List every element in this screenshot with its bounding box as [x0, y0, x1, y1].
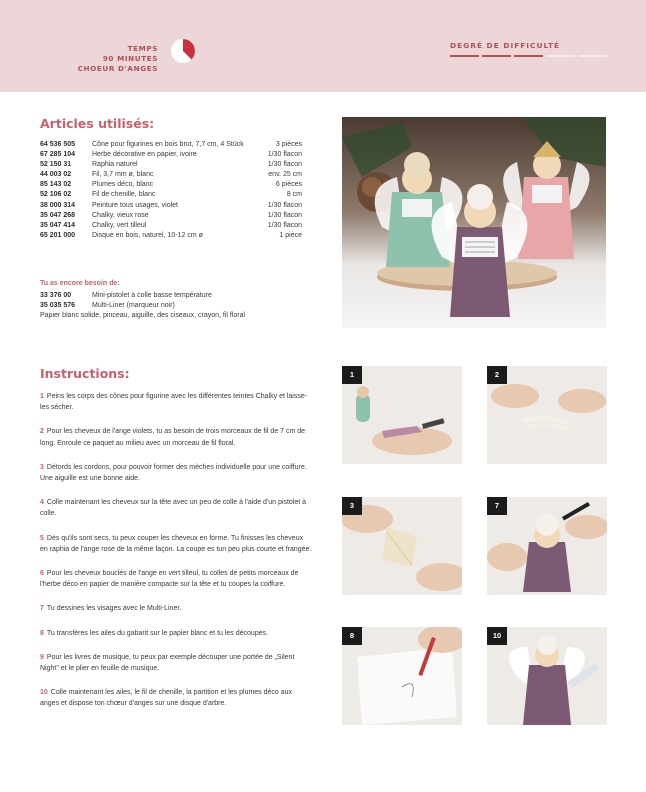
time-label: TEMPS	[127, 44, 158, 53]
duration-value: 90 MINUTES	[102, 54, 158, 63]
instruction-step	[40, 426, 312, 448]
article-row	[40, 160, 302, 170]
step-text: Tu dessines les visages avec le Multi-Liner.	[46, 605, 182, 613]
step-photo-7	[487, 497, 607, 595]
step-badge: 2	[487, 366, 507, 384]
article-row	[40, 140, 302, 150]
instruction-step	[40, 391, 312, 413]
article-row	[40, 211, 302, 221]
step-number: 3	[40, 463, 44, 471]
header-band	[0, 0, 646, 92]
article-description: Fil de chenille, blanc	[92, 191, 156, 199]
article-quantity: 1/30 flacon	[267, 151, 302, 159]
article-quantity: 1 pièce	[279, 231, 302, 239]
article-quantity: 1/30 flacon	[267, 211, 302, 219]
step-number: 5	[40, 534, 44, 542]
difficulty-meter	[450, 55, 607, 57]
step-number: 9	[40, 653, 44, 661]
article-number: 85 143 02	[40, 181, 72, 189]
step-number: 10	[40, 689, 48, 697]
instruction-step	[40, 628, 312, 639]
article-row	[40, 201, 302, 211]
article-description: Disque en bois, naturel, 10-12 cm ø	[92, 231, 203, 239]
article-number: 44 003 02	[40, 171, 72, 179]
step-number: 7	[40, 605, 44, 613]
article-quantity: 1/30 flacon	[267, 161, 302, 169]
step-badge: 10	[487, 627, 507, 645]
articles-list	[40, 140, 302, 241]
article-row	[40, 190, 302, 200]
article-quantity: 1/30 flacon	[267, 201, 302, 209]
difficulty-bar-empty	[578, 55, 607, 57]
instruction-step	[40, 603, 312, 614]
article-number: 38 000 314	[40, 201, 76, 209]
article-description: Fil, 3,7 mm ø, blanc	[92, 171, 154, 179]
step-badge: 1	[342, 366, 362, 384]
extra-materials-title: Tu as encore besoin de:	[40, 280, 120, 287]
article-number: 35 047 268	[40, 211, 76, 219]
article-number: 35 047 414	[40, 221, 76, 229]
step-text: Pour les cheveux de l'ange violets, tu as besoin de trois morceaux de fil de 7 cm de long. Enroule ce paquet au milieu avec un morceau de fil floral.	[40, 428, 306, 447]
step-photo-3	[342, 497, 462, 595]
extra-materials-list	[40, 291, 310, 322]
article-quantity: 8 cm	[286, 191, 302, 199]
step-number: 8	[40, 629, 44, 637]
article-number: 33 376 00	[40, 292, 72, 299]
article-number: 35 035 576	[40, 302, 76, 310]
step-text: Dès qu'ils sont secs, tu peux couper les cheveux en forme. Tu finisses les cheveux en raphia de l'ange rose de la même façon. La coupe es tun peu plus courte et frangée.	[40, 534, 312, 553]
step-photo-2	[487, 366, 607, 464]
step-text: Peins les corps des cônes pour figurine avec les différentes teintes Chalky et laisse-les sécher.	[40, 393, 308, 412]
extra-materials-note: Papier blanc solide, pinceau, aiguille, des ciseaux, crayon, fil floral	[40, 312, 246, 320]
angel-choir-photo	[342, 117, 606, 328]
instruction-step	[40, 652, 312, 674]
instructions-title: Instructions:	[40, 366, 130, 381]
article-number: 64 536 505	[40, 141, 76, 148]
article-row	[40, 180, 302, 190]
article-description: Chalky, vert tilleul	[92, 221, 147, 229]
step-photo-1	[342, 366, 462, 464]
difficulty-bar-filled	[514, 55, 543, 57]
project-title: CHOEUR D'ANGES	[77, 64, 158, 73]
extra-material-row	[40, 301, 310, 311]
article-description: Raphia naturel	[92, 161, 138, 169]
step-badge: 8	[342, 627, 362, 645]
project-meta	[40, 44, 158, 74]
difficulty-bar-filled	[450, 55, 479, 57]
article-row	[40, 170, 302, 180]
step-number: 1	[40, 393, 44, 400]
instruction-step	[40, 568, 312, 590]
articles-title: Articles utilisés:	[40, 116, 155, 131]
step-number: 4	[40, 499, 44, 507]
step-photo-10	[487, 627, 607, 725]
article-description: Cône pour figurines en bois brut, 7,7 cm, 4 Stück	[92, 141, 244, 148]
difficulty-bar-empty	[546, 55, 575, 57]
step-photo-8	[342, 627, 462, 725]
instructions-list	[40, 391, 312, 710]
step-text: Pour les cheveux bouclés de l'ange en vert tilleul, tu colles de petits morceaux de l'herbe déco en papier de manière compacte sur la tête et tu coupes la coiffure.	[40, 570, 299, 589]
step-badge: 3	[342, 497, 362, 515]
difficulty-label: DEGRÉ DE DIFFICULTÉ	[450, 41, 561, 50]
article-description: Peinture tous usages, violet	[92, 201, 178, 209]
step-text: Détords les cordons, pour pouvoir former des mèches individuelle pour une coiffure. Une aiguille est une bonne aide.	[40, 463, 307, 483]
difficulty-bar-filled	[482, 55, 511, 57]
article-description: Chalky, vieux rose	[92, 211, 149, 219]
article-quantity: 3 pièces	[275, 141, 302, 148]
article-number: 52 106 02	[40, 191, 72, 199]
instruction-step	[40, 462, 312, 484]
step-number: 2	[40, 428, 44, 436]
instruction-step	[40, 533, 312, 555]
step-text: Colle maintenant les ailes, le fil de chenille, la partition et les plumes déco aux anges et dispose ton chœur d'anges sur une disque d'arbre.	[40, 689, 293, 708]
article-description: Herbe décorative en papier, ivoire	[92, 151, 197, 159]
article-row	[40, 150, 302, 160]
article-quantity: 1/30 flacon	[267, 221, 302, 229]
timer-icon	[170, 38, 196, 64]
step-badge: 7	[487, 497, 507, 515]
extra-material-row	[40, 291, 310, 301]
step-text: Pour les livres de musique, tu peux par exemple découper une portée de „Silent Night" et le plier en feuille de musique.	[40, 653, 295, 673]
article-description: Mini-pistolet à colle basse température	[92, 292, 212, 299]
article-quantity: 6 pièces	[275, 181, 302, 189]
article-row	[40, 231, 302, 241]
step-number: 6	[40, 570, 44, 578]
article-number: 65 201 000	[40, 231, 76, 239]
article-number: 67 285 104	[40, 151, 76, 159]
step-text: Tu transfères les ailes du gabarit sur le papier blanc et tu les découpes.	[46, 629, 269, 637]
article-quantity: env. 25 cm	[268, 171, 302, 179]
step-text: Colle maintenant les cheveux sur la tête avec un peu de colle à l'aide d'un pistolet à colle.	[40, 499, 307, 518]
article-description: Multi-Liner (marqueur noir)	[92, 302, 175, 310]
instruction-step	[40, 497, 312, 519]
article-number: 52 150 31	[40, 161, 72, 169]
article-description: Plumes déco, blanc	[92, 181, 154, 189]
instruction-step	[40, 687, 312, 709]
article-row	[40, 221, 302, 231]
